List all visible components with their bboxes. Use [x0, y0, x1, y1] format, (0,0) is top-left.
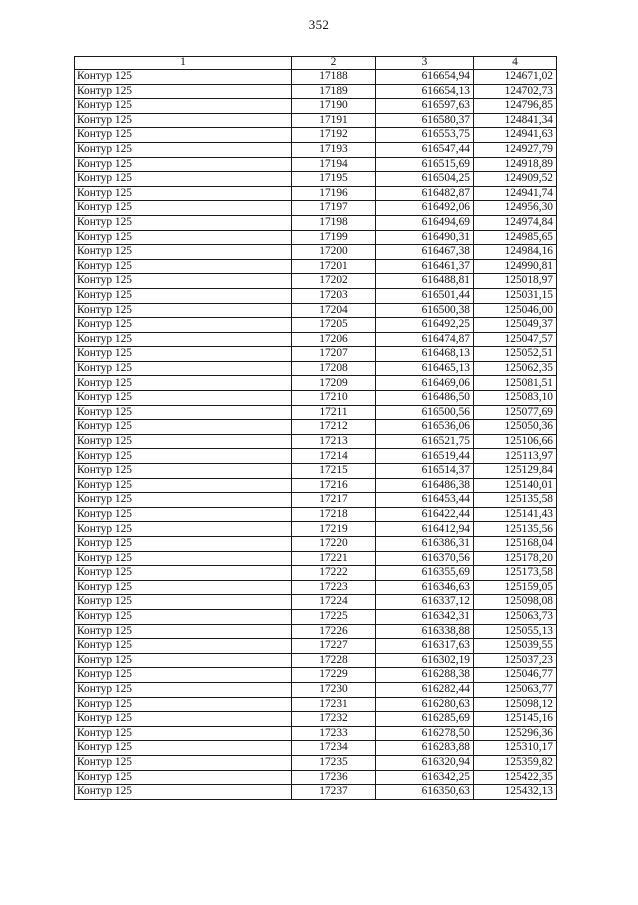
y-coordinate-cell: 125062,35 [474, 361, 557, 376]
point-number-cell: 17203 [292, 288, 376, 303]
coordinates-table [74, 56, 557, 800]
y-coordinate-cell: 125106,66 [474, 434, 557, 449]
table-row [75, 303, 557, 318]
point-number-cell: 17220 [292, 537, 376, 552]
point-number-cell: 17232 [292, 712, 376, 727]
point-number-cell: 17192 [292, 128, 376, 143]
contour-name-cell: Контур 125 [75, 668, 292, 683]
table-row [75, 113, 557, 128]
table-row [75, 712, 557, 727]
y-coordinate-cell: 125046,00 [474, 303, 557, 318]
point-number-cell: 17231 [292, 697, 376, 712]
y-coordinate-cell: 125037,23 [474, 653, 557, 668]
contour-name-cell: Контур 125 [75, 201, 292, 216]
table-row [75, 99, 557, 114]
point-number-cell: 17223 [292, 580, 376, 595]
x-coordinate-cell: 616519,44 [376, 449, 474, 464]
table-header [75, 57, 557, 70]
x-coordinate-cell: 616338,88 [376, 624, 474, 639]
contour-name-cell: Контур 125 [75, 755, 292, 770]
x-coordinate-cell: 616521,75 [376, 434, 474, 449]
x-coordinate-cell: 616500,38 [376, 303, 474, 318]
table-row [75, 434, 557, 449]
y-coordinate-cell: 124984,16 [474, 245, 557, 260]
y-coordinate-cell: 125083,10 [474, 391, 557, 406]
point-number-cell: 17230 [292, 682, 376, 697]
contour-name-cell: Контур 125 [75, 361, 292, 376]
x-coordinate-cell: 616488,81 [376, 274, 474, 289]
y-coordinate-cell: 125018,97 [474, 274, 557, 289]
contour-name-cell: Контур 125 [75, 551, 292, 566]
point-number-cell: 17204 [292, 303, 376, 318]
y-coordinate-cell: 124974,84 [474, 215, 557, 230]
contour-name-cell: Контур 125 [75, 70, 292, 85]
contour-name-cell: Контур 125 [75, 580, 292, 595]
y-coordinate-cell: 125052,51 [474, 347, 557, 362]
contour-name-cell: Контур 125 [75, 507, 292, 522]
table-row [75, 274, 557, 289]
table-row [75, 420, 557, 435]
x-coordinate-cell: 616342,25 [376, 770, 474, 785]
y-coordinate-cell: 125063,77 [474, 682, 557, 697]
contour-name-cell: Контур 125 [75, 697, 292, 712]
point-number-cell: 17216 [292, 478, 376, 493]
point-number-cell: 17206 [292, 332, 376, 347]
table-row [75, 186, 557, 201]
point-number-cell: 17228 [292, 653, 376, 668]
point-number-cell: 17233 [292, 726, 376, 741]
y-coordinate-cell: 125098,12 [474, 697, 557, 712]
contour-name-cell: Контур 125 [75, 405, 292, 420]
table-row [75, 70, 557, 85]
point-number-cell: 17188 [292, 70, 376, 85]
contour-name-cell: Контур 125 [75, 609, 292, 624]
y-coordinate-cell: 124990,81 [474, 259, 557, 274]
point-number-cell: 17208 [292, 361, 376, 376]
point-number-cell: 17207 [292, 347, 376, 362]
contour-name-cell: Контур 125 [75, 215, 292, 230]
table-row [75, 522, 557, 537]
point-number-cell: 17193 [292, 142, 376, 157]
x-coordinate-cell: 616482,87 [376, 186, 474, 201]
y-coordinate-cell: 125135,58 [474, 493, 557, 508]
point-number-cell: 17235 [292, 755, 376, 770]
point-number-cell: 17236 [292, 770, 376, 785]
y-coordinate-cell: 125077,69 [474, 405, 557, 420]
y-coordinate-cell: 125159,05 [474, 580, 557, 595]
x-coordinate-cell: 616515,69 [376, 157, 474, 172]
table-row [75, 697, 557, 712]
point-number-cell: 17196 [292, 186, 376, 201]
x-coordinate-cell: 616469,06 [376, 376, 474, 391]
table-row [75, 361, 557, 376]
point-number-cell: 17222 [292, 566, 376, 581]
y-coordinate-cell: 124941,63 [474, 128, 557, 143]
column-header-4: 4 [474, 57, 557, 70]
x-coordinate-cell: 616386,31 [376, 537, 474, 552]
contour-name-cell: Контур 125 [75, 420, 292, 435]
contour-name-cell: Контур 125 [75, 230, 292, 245]
contour-name-cell: Контур 125 [75, 245, 292, 260]
y-coordinate-cell: 124909,52 [474, 172, 557, 187]
point-number-cell: 17212 [292, 420, 376, 435]
x-coordinate-cell: 616501,44 [376, 288, 474, 303]
x-coordinate-cell: 616317,63 [376, 639, 474, 654]
x-coordinate-cell: 616490,31 [376, 230, 474, 245]
y-coordinate-cell: 125129,84 [474, 464, 557, 479]
contour-name-cell: Контур 125 [75, 142, 292, 157]
x-coordinate-cell: 616597,63 [376, 99, 474, 114]
x-coordinate-cell: 616453,44 [376, 493, 474, 508]
x-coordinate-cell: 616514,37 [376, 464, 474, 479]
point-number-cell: 17190 [292, 99, 376, 114]
contour-name-cell: Контур 125 [75, 464, 292, 479]
table-row [75, 507, 557, 522]
x-coordinate-cell: 616486,38 [376, 478, 474, 493]
table-row [75, 639, 557, 654]
contour-name-cell: Контур 125 [75, 537, 292, 552]
point-number-cell: 17224 [292, 595, 376, 610]
contour-name-cell: Контур 125 [75, 376, 292, 391]
contour-name-cell: Контур 125 [75, 449, 292, 464]
point-number-cell: 17226 [292, 624, 376, 639]
point-number-cell: 17214 [292, 449, 376, 464]
contour-name-cell: Контур 125 [75, 332, 292, 347]
table-row [75, 128, 557, 143]
x-coordinate-cell: 616342,31 [376, 609, 474, 624]
x-coordinate-cell: 616355,69 [376, 566, 474, 581]
contour-name-cell: Контур 125 [75, 84, 292, 99]
x-coordinate-cell: 616282,44 [376, 682, 474, 697]
table-row [75, 566, 557, 581]
y-coordinate-cell: 124841,34 [474, 113, 557, 128]
y-coordinate-cell: 125063,73 [474, 609, 557, 624]
point-number-cell: 17195 [292, 172, 376, 187]
header-row [75, 57, 557, 70]
x-coordinate-cell: 616474,87 [376, 332, 474, 347]
y-coordinate-cell: 125359,82 [474, 755, 557, 770]
table-row [75, 288, 557, 303]
point-number-cell: 17197 [292, 201, 376, 216]
x-coordinate-cell: 616346,63 [376, 580, 474, 595]
point-number-cell: 17229 [292, 668, 376, 683]
x-coordinate-cell: 616320,94 [376, 755, 474, 770]
table-row [75, 245, 557, 260]
table-row [75, 726, 557, 741]
x-coordinate-cell: 616494,69 [376, 215, 474, 230]
contour-name-cell: Контур 125 [75, 653, 292, 668]
x-coordinate-cell: 616278,50 [376, 726, 474, 741]
table-row [75, 653, 557, 668]
contour-name-cell: Контур 125 [75, 493, 292, 508]
table-row [75, 624, 557, 639]
x-coordinate-cell: 616468,13 [376, 347, 474, 362]
x-coordinate-cell: 616302,19 [376, 653, 474, 668]
point-number-cell: 17217 [292, 493, 376, 508]
y-coordinate-cell: 125047,57 [474, 332, 557, 347]
y-coordinate-cell: 125098,08 [474, 595, 557, 610]
contour-name-cell: Контур 125 [75, 478, 292, 493]
table-row [75, 201, 557, 216]
table-row [75, 405, 557, 420]
table-row [75, 449, 557, 464]
y-coordinate-cell: 125296,36 [474, 726, 557, 741]
point-number-cell: 17189 [292, 84, 376, 99]
y-coordinate-cell: 125055,13 [474, 624, 557, 639]
x-coordinate-cell: 616580,37 [376, 113, 474, 128]
y-coordinate-cell: 125168,04 [474, 537, 557, 552]
x-coordinate-cell: 616500,56 [376, 405, 474, 420]
y-coordinate-cell: 124796,85 [474, 99, 557, 114]
table-row [75, 391, 557, 406]
contour-name-cell: Контур 125 [75, 434, 292, 449]
table-row [75, 84, 557, 99]
column-header-3: 3 [376, 57, 474, 70]
table-row [75, 332, 557, 347]
point-number-cell: 17219 [292, 522, 376, 537]
point-number-cell: 17227 [292, 639, 376, 654]
contour-name-cell: Контур 125 [75, 288, 292, 303]
y-coordinate-cell: 125140,01 [474, 478, 557, 493]
y-coordinate-cell: 124702,73 [474, 84, 557, 99]
table-row [75, 595, 557, 610]
contour-name-cell: Контур 125 [75, 128, 292, 143]
x-coordinate-cell: 616461,37 [376, 259, 474, 274]
x-coordinate-cell: 616492,06 [376, 201, 474, 216]
table-row [75, 785, 557, 800]
point-number-cell: 17199 [292, 230, 376, 245]
x-coordinate-cell: 616350,63 [376, 785, 474, 800]
y-coordinate-cell: 125049,37 [474, 318, 557, 333]
y-coordinate-cell: 125141,43 [474, 507, 557, 522]
page-number: 352 [308, 17, 330, 32]
x-coordinate-cell: 616412,94 [376, 522, 474, 537]
table-row [75, 464, 557, 479]
contour-name-cell: Контур 125 [75, 259, 292, 274]
contour-name-cell: Контур 125 [75, 726, 292, 741]
table-row [75, 347, 557, 362]
point-number-cell: 17237 [292, 785, 376, 800]
contour-name-cell: Контур 125 [75, 682, 292, 697]
contour-name-cell: Контур 125 [75, 741, 292, 756]
point-number-cell: 17225 [292, 609, 376, 624]
contour-name-cell: Контур 125 [75, 522, 292, 537]
y-coordinate-cell: 125046,77 [474, 668, 557, 683]
x-coordinate-cell: 616467,38 [376, 245, 474, 260]
x-coordinate-cell: 616370,56 [376, 551, 474, 566]
x-coordinate-cell: 616337,12 [376, 595, 474, 610]
table-row [75, 478, 557, 493]
y-coordinate-cell: 124671,02 [474, 70, 557, 85]
contour-name-cell: Контур 125 [75, 113, 292, 128]
y-coordinate-cell: 124918,89 [474, 157, 557, 172]
contour-name-cell: Контур 125 [75, 347, 292, 362]
contour-name-cell: Контур 125 [75, 624, 292, 639]
column-header-2: 2 [292, 57, 376, 70]
point-number-cell: 17221 [292, 551, 376, 566]
table-row [75, 668, 557, 683]
y-coordinate-cell: 125031,15 [474, 288, 557, 303]
y-coordinate-cell: 125178,20 [474, 551, 557, 566]
y-coordinate-cell: 125039,55 [474, 639, 557, 654]
table-row [75, 172, 557, 187]
contour-name-cell: Контур 125 [75, 99, 292, 114]
table-row [75, 580, 557, 595]
point-number-cell: 17213 [292, 434, 376, 449]
table-body [75, 70, 557, 800]
x-coordinate-cell: 616654,13 [376, 84, 474, 99]
contour-name-cell: Контур 125 [75, 639, 292, 654]
y-coordinate-cell: 125173,58 [474, 566, 557, 581]
table-row [75, 770, 557, 785]
contour-name-cell: Контур 125 [75, 712, 292, 727]
point-number-cell: 17191 [292, 113, 376, 128]
table-row [75, 157, 557, 172]
table-row [75, 537, 557, 552]
point-number-cell: 17211 [292, 405, 376, 420]
x-coordinate-cell: 616504,25 [376, 172, 474, 187]
table-row [75, 551, 557, 566]
contour-name-cell: Контур 125 [75, 391, 292, 406]
table-row [75, 609, 557, 624]
x-coordinate-cell: 616547,44 [376, 142, 474, 157]
x-coordinate-cell: 616285,69 [376, 712, 474, 727]
table-row [75, 741, 557, 756]
table-row [75, 493, 557, 508]
contour-name-cell: Контур 125 [75, 157, 292, 172]
point-number-cell: 17234 [292, 741, 376, 756]
point-number-cell: 17215 [292, 464, 376, 479]
y-coordinate-cell: 125145,16 [474, 712, 557, 727]
contour-name-cell: Контур 125 [75, 595, 292, 610]
y-coordinate-cell: 125422,35 [474, 770, 557, 785]
contour-name-cell: Контур 125 [75, 303, 292, 318]
y-coordinate-cell: 125113,97 [474, 449, 557, 464]
point-number-cell: 17201 [292, 259, 376, 274]
table-row [75, 755, 557, 770]
contour-name-cell: Контур 125 [75, 566, 292, 581]
y-coordinate-cell: 125050,36 [474, 420, 557, 435]
contour-name-cell: Контур 125 [75, 274, 292, 289]
point-number-cell: 17205 [292, 318, 376, 333]
point-number-cell: 17209 [292, 376, 376, 391]
y-coordinate-cell: 124927,79 [474, 142, 557, 157]
y-coordinate-cell: 125432,13 [474, 785, 557, 800]
y-coordinate-cell: 124956,30 [474, 201, 557, 216]
contour-name-cell: Контур 125 [75, 172, 292, 187]
y-coordinate-cell: 125081,51 [474, 376, 557, 391]
point-number-cell: 17202 [292, 274, 376, 289]
x-coordinate-cell: 616654,94 [376, 70, 474, 85]
column-header-1: 1 [75, 57, 292, 70]
y-coordinate-cell: 124985,65 [474, 230, 557, 245]
table-row [75, 142, 557, 157]
contour-name-cell: Контур 125 [75, 770, 292, 785]
x-coordinate-cell: 616492,25 [376, 318, 474, 333]
x-coordinate-cell: 616465,13 [376, 361, 474, 376]
table-row [75, 230, 557, 245]
y-coordinate-cell: 125135,56 [474, 522, 557, 537]
contour-name-cell: Контур 125 [75, 318, 292, 333]
table-row [75, 682, 557, 697]
x-coordinate-cell: 616283,88 [376, 741, 474, 756]
x-coordinate-cell: 616553,75 [376, 128, 474, 143]
table-row [75, 318, 557, 333]
point-number-cell: 17198 [292, 215, 376, 230]
table-row [75, 259, 557, 274]
point-number-cell: 17200 [292, 245, 376, 260]
x-coordinate-cell: 616536,06 [376, 420, 474, 435]
x-coordinate-cell: 616288,38 [376, 668, 474, 683]
table-row [75, 215, 557, 230]
table-row [75, 376, 557, 391]
x-coordinate-cell: 616486,50 [376, 391, 474, 406]
contour-name-cell: Контур 125 [75, 785, 292, 800]
point-number-cell: 17218 [292, 507, 376, 522]
y-coordinate-cell: 125310,17 [474, 741, 557, 756]
point-number-cell: 17194 [292, 157, 376, 172]
x-coordinate-cell: 616280,63 [376, 697, 474, 712]
y-coordinate-cell: 124941,74 [474, 186, 557, 201]
contour-name-cell: Контур 125 [75, 186, 292, 201]
point-number-cell: 17210 [292, 391, 376, 406]
x-coordinate-cell: 616422,44 [376, 507, 474, 522]
